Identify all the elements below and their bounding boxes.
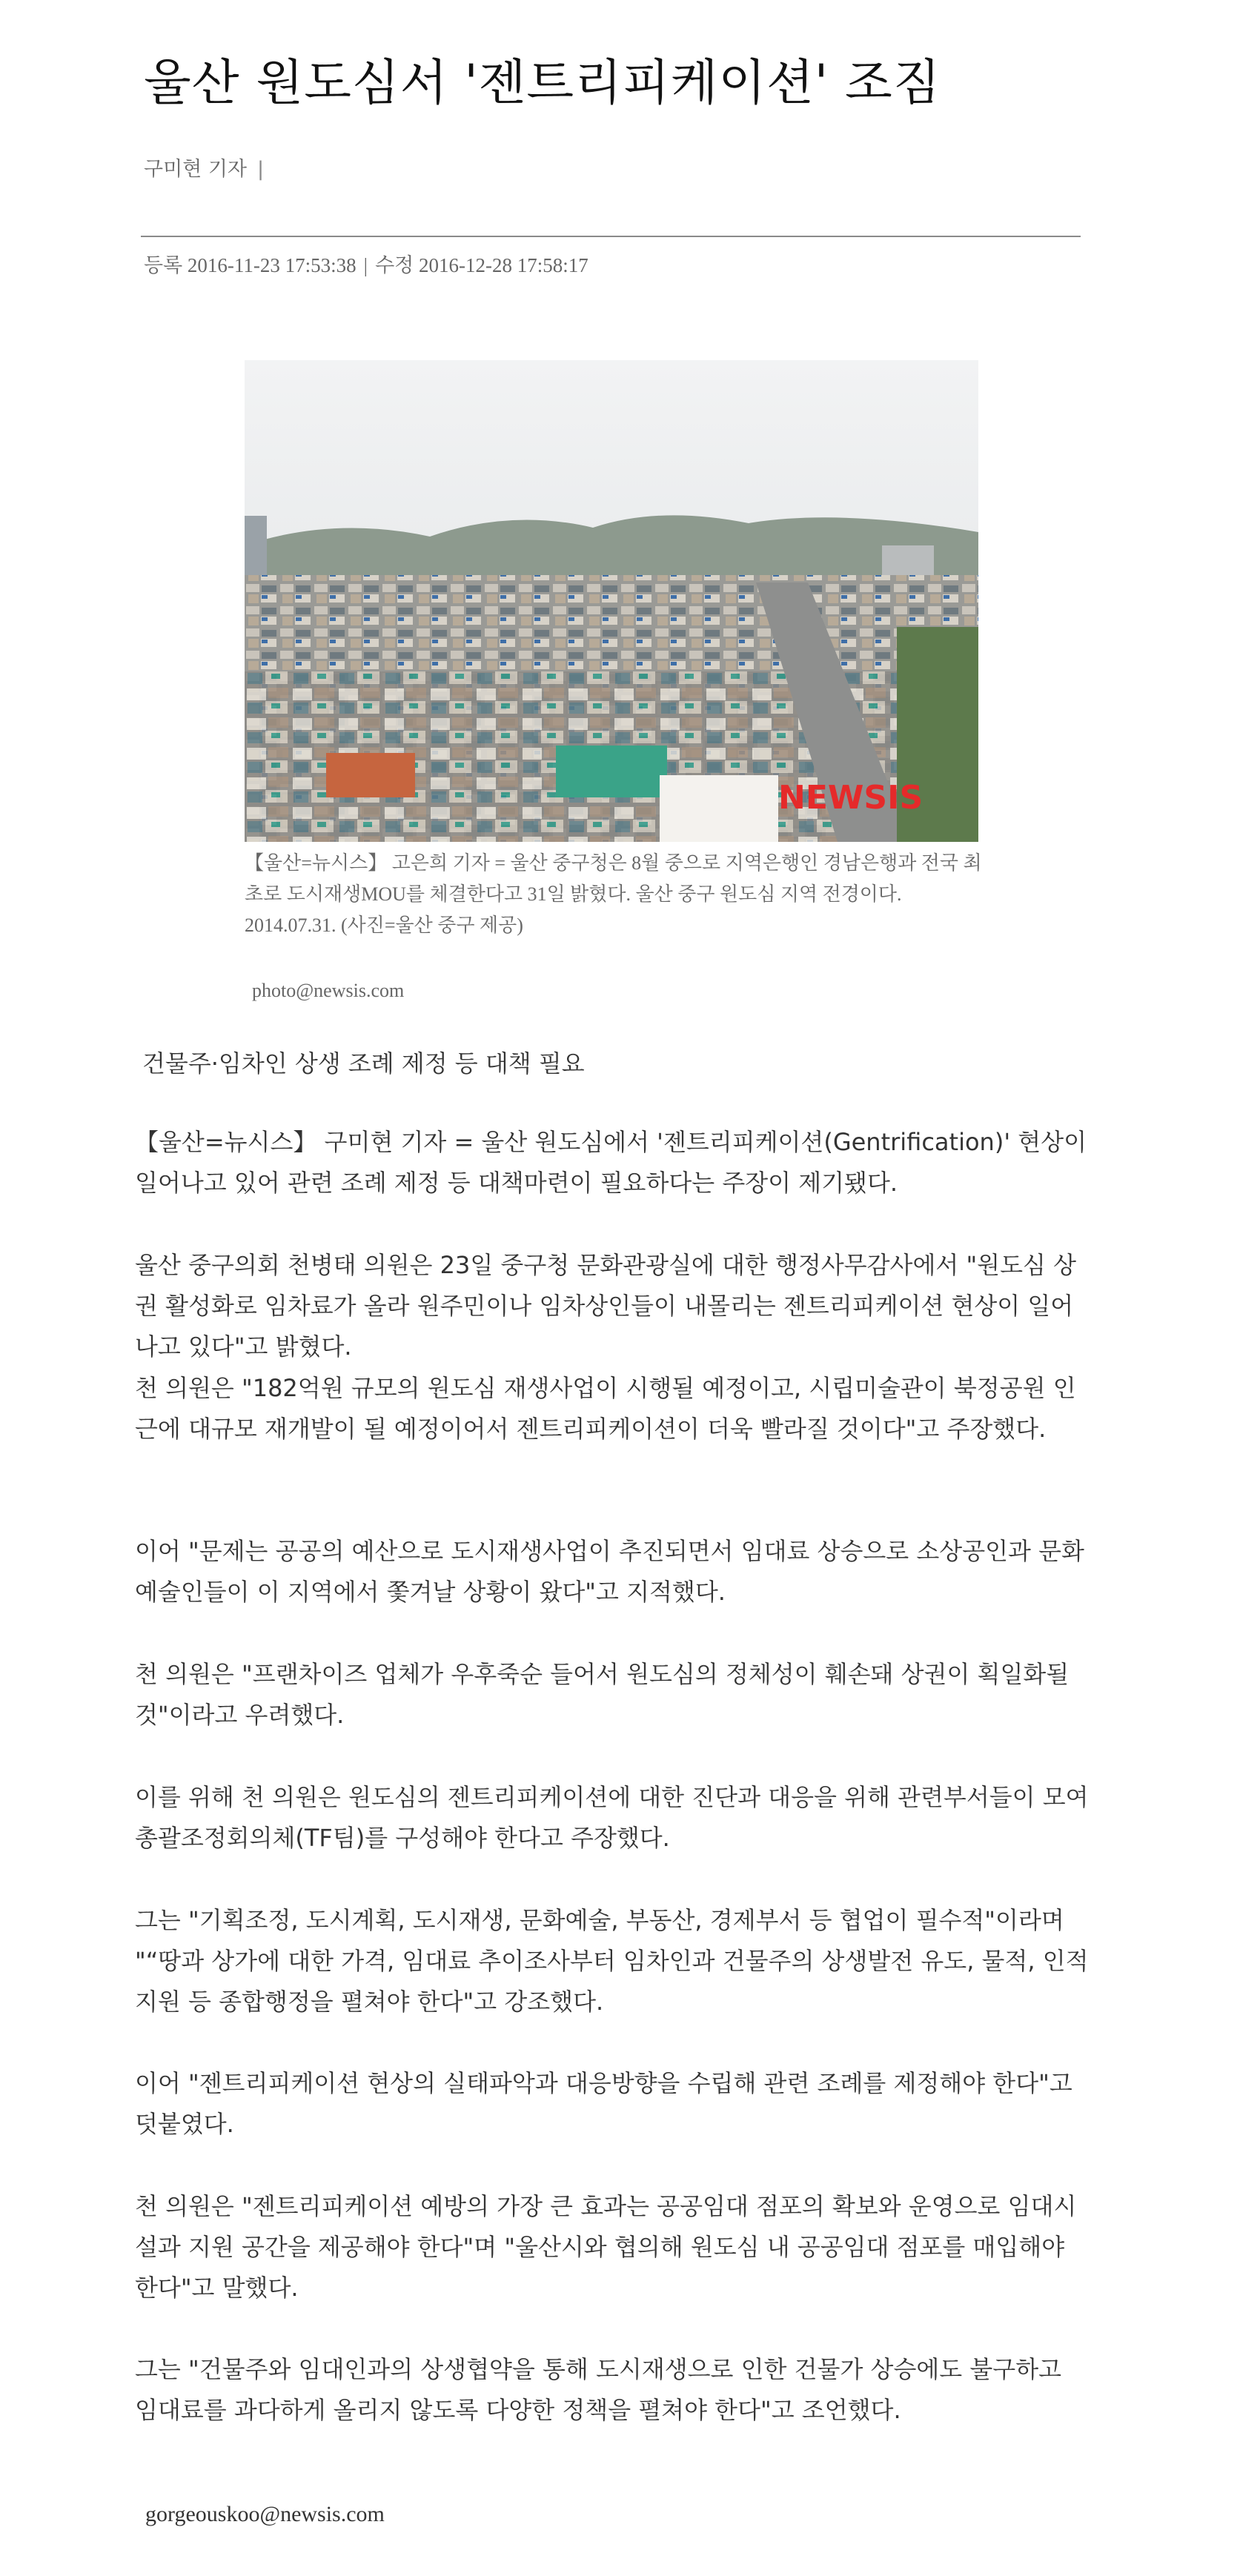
reporter-email[interactable]: gorgeouskoo@newsis.com	[145, 2502, 385, 2526]
byline-separator: |	[257, 158, 265, 181]
article-paragraph: 【울산=뉴시스】 구미현 기자 = 울산 원도심에서 '젠트리피케이션(Gentrification)' 현상이 일어나고 있어 관련 조례 제정 등 대책마련이 필요하다는 주장이 제기됐다.	[135, 1128, 1087, 1197]
header-divider	[141, 236, 1081, 237]
article-paragraph: 이를 위해 천 의원은 원도심의 젠트리피케이션에 대한 진단과 대응을 위해 관련부서들이 모여 총괄조정회의체(TF팀)를 구성해야 한다고 주장했다.	[135, 1783, 1089, 1852]
article-paragraph: 그는 "건물주와 임대인과의 상생협약을 통해 도시재생으로 인한 건물가 상승에도 불구하고 임대료를 과다하게 올리지 않도록 다양한 정책을 펼쳐야 한다"고 조언했다.	[135, 2355, 1062, 2424]
article-dates	[144, 249, 588, 278]
registered-date: 등록 2016-11-23 17:53:38	[144, 254, 357, 276]
modified-date: 수정 2016-12-28 17:58:17	[375, 254, 588, 276]
cityscape-photo	[245, 360, 978, 842]
reporter-name[interactable]: 구미현 기자	[144, 158, 247, 181]
article-paragraph: 이어 "젠트리피케이션 현상의 실태파악과 대응방향을 수립해 관련 조례를 제정해야 한다"고 덧붙였다.	[135, 2069, 1072, 2138]
photo-credit[interactable]: photo@newsis.com	[252, 980, 405, 1001]
article-paragraph: 천 의원은 "프랜차이즈 업체가 우후죽순 들어서 원도심의 정체성이 훼손돼 상권이 획일화될 것"이라고 우려했다.	[135, 1660, 1070, 1729]
dates-separator: |	[363, 254, 368, 276]
article-headline: 울산 원도심서 '젠트리피케이션' 조짐	[144, 54, 941, 111]
article-paragraph: 천 의원은 "182억원 규모의 원도심 재생사업이 시행될 예정이고, 시립미술관이 북정공원 인근에 대규모 재개발이 될 예정이어서 젠트리피케이션이 더욱 빨라질 것이다"고 주장했다.	[135, 1374, 1076, 1443]
article-paragraph: 그는 "기획조정, 도시계획, 도시재생, 문화예술, 부동산, 경제부서 등 협업이 필수적"이라며 "“땅과 상가에 대한 가격, 임대료 추이조사부터 임차인과 건물주의 상생발전 유도, 물적, 인적 지원 등 종합행정을 펼쳐야 한다"고 강조했다.	[135, 1906, 1089, 2016]
article-photo[interactable]	[245, 360, 978, 842]
photo-watermark: NEWSIS	[778, 779, 924, 817]
article-paragraph: 울산 중구의회 천병태 의원은 23일 중구청 문화관광실에 대한 행정사무감사에서 "원도심 상권 활성화로 임차료가 올라 원주민이나 임차상인들이 내몰리는 젠트리피케이션 현상이 일어나고 있다"고 밝혔다.	[135, 1251, 1076, 1361]
article-subhead: 건물주·임차인 상생 조례 제정 등 대책 필요	[142, 1049, 585, 1078]
article-paragraph: 이어 "문제는 공공의 예산으로 도시재생사업이 추진되면서 임대료 상승으로 소상공인과 문화예술인들이 이 지역에서 쫓겨날 상황이 왔다"고 지적했다.	[135, 1537, 1084, 1606]
article-paragraph: 천 의원은 "젠트리피케이션 예방의 가장 큰 효과는 공공임대 점포의 확보와 운영으로 임대시설과 지원 공간을 제공해야 한다"며 "울산시와 협의해 원도심 내 공공임대 점포를 매입해야 한다"고 말했다.	[135, 2192, 1077, 2302]
photo-caption: 【울산=뉴시스】 고은희 기자 = 울산 중구청은 8월 중으로 지역은행인 경남은행과 전국 최초로 도시재생MOU를 체결한다고 31일 밝혔다. 울산 중구 원도심 지역 전경이다. 2014.07.31. (사진=울산 중구 제공)	[245, 852, 982, 936]
byline	[144, 153, 264, 182]
